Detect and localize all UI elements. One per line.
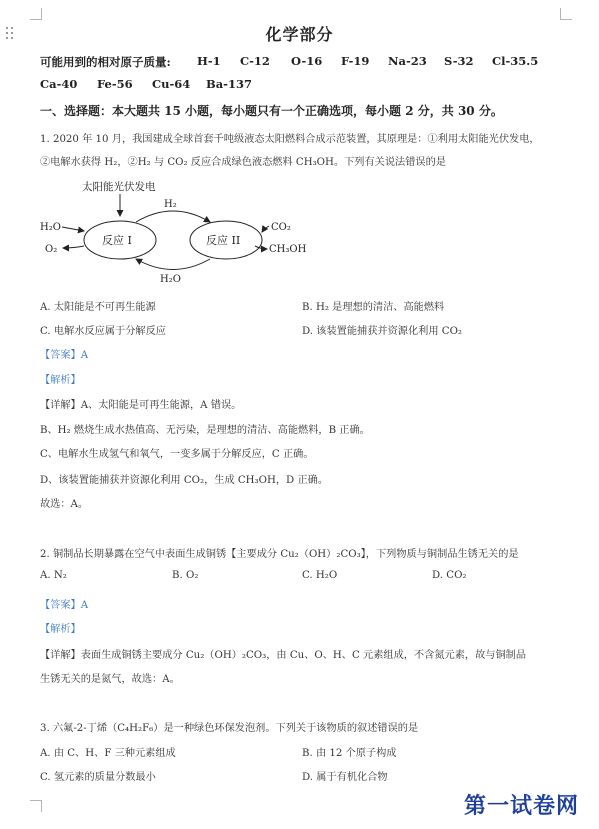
q1-detail-2: B、H₂ 燃烧生成水热值高、无污染，是理想的清洁、高能燃料，B 正确。 [40, 425, 370, 436]
h2o-in-arrow [62, 227, 84, 231]
atomic-mass-item: Ca-40 [40, 77, 78, 91]
co2-right-label: CO₂ [271, 222, 291, 233]
ch3oh-right-label: CH₃OH [269, 244, 307, 255]
co2-in-arrow [262, 226, 269, 232]
section-heading: 一、选择题：本大题共 15 小题，每小题只有一个正确选项，每小题 2 分，共 30 分。 [40, 104, 503, 118]
diagram-solar-label: 太阳能光伏发电 [82, 181, 156, 193]
q1-option-c[interactable]: C. 电解水反应属于分解反应 [40, 326, 166, 337]
q1-option-b[interactable]: B. H₂ 是理想的清洁、高能燃料 [302, 302, 445, 313]
q1-detail-4: D、该装置能捕获并资源化利用 CO₂，生成 CH₃OH，D 正确。 [40, 475, 329, 486]
atomic-mass-item: O-16 [291, 54, 323, 68]
q2-option-a[interactable]: A. N₂ [40, 570, 67, 581]
o2-left-label: O₂ [45, 244, 58, 255]
q1-analysis-tag: 【解析】 [40, 375, 81, 386]
atomic-mass-item: C-12 [240, 54, 270, 68]
q2-answer-tag: 【答案】A [40, 600, 89, 611]
reaction-1-label: 反应 I [102, 234, 132, 247]
q3-option-d[interactable]: D. 属于有机化合物 [302, 772, 388, 783]
h2-top-arrow [136, 211, 210, 222]
h2o-bottom-arrow [136, 259, 210, 270]
atomic-masses-label: 可能用到的相对原子质量: [40, 55, 171, 69]
corner-mark-top-right [560, 8, 572, 20]
q2-detail-line2: 生锈无关的是氮气，故选：A。 [40, 674, 180, 685]
atomic-mass-item: S-32 [444, 54, 474, 68]
atomic-mass-item: Ba-137 [206, 77, 252, 91]
q3-option-c[interactable]: C. 氢元素的质量分数最小 [40, 772, 156, 783]
q1-answer-tag: 【答案】A [40, 350, 89, 361]
reaction-2-label: 反应 II [206, 234, 241, 247]
corner-mark-bottom-left [30, 800, 42, 812]
q2-stem: 2. 铜制品长期暴露在空气中表面生成铜锈【主要成分 Cu₂（OH）₂CO₃】，下列物质与铜制品生锈无关的是 [40, 549, 519, 560]
q1-option-a[interactable]: A. 太阳能是不可再生能源 [40, 302, 156, 313]
atomic-mass-item: Na-23 [388, 54, 427, 68]
q2-option-c[interactable]: C. H₂O [302, 570, 338, 581]
q2-option-b[interactable]: B. O₂ [172, 570, 199, 581]
corner-mark-top-left [30, 8, 42, 20]
atomic-mass-item: Cl-35.5 [492, 54, 539, 68]
atomic-mass-item: Cu-64 [152, 77, 191, 91]
q3-stem: 3. 六氟-2-丁烯（C₄H₂F₆）是一种绿色环保发泡剂。下列关于该物质的叙述错误的是 [40, 723, 419, 734]
q3-option-a[interactable]: A. 由 C、H、F 三种元素组成 [40, 748, 176, 759]
q3-option-b[interactable]: B. 由 12 个原子构成 [302, 748, 397, 759]
h2-top-label: H₂ [164, 199, 177, 210]
q1-stem-line2: ②电解水获得 H₂，②H₂ 与 CO₂ 反应合成绿色液态燃料 CH₃OH。下列有关说法错误的是 [40, 157, 446, 168]
q2-detail-line1: 【详解】表面生成铜锈主要成分 Cu₂（OH）₂CO₃，由 Cu、O、H、C 元素组成，不含氮元素，故与铜制品 [40, 650, 527, 661]
page-title: 化学部分 [265, 25, 334, 44]
atomic-mass-item: H-1 [197, 54, 221, 68]
o2-out-arrow [63, 246, 84, 248]
h2o-bottom-label: H₂O [160, 274, 181, 285]
q1-detail-3: C、电解水生成氢气和氧气，一变多属于分解反应，C 正确。 [40, 449, 314, 460]
q1-conclusion: 故选：A。 [40, 499, 89, 510]
q2-option-d[interactable]: D. CO₂ [432, 570, 467, 581]
reaction-cycle-diagram [40, 176, 320, 290]
atomic-mass-item: F-19 [341, 54, 370, 68]
q1-detail-1: 【详解】A、太阳能是可再生能源，A 错误。 [40, 400, 242, 411]
q2-analysis-tag: 【解析】 [40, 624, 81, 635]
q1-option-d[interactable]: D. 该装置能捕获并资源化利用 CO₂ [302, 326, 462, 337]
ch3oh-out-arrow [255, 246, 267, 249]
site-watermark: 第一试卷网 [463, 794, 579, 819]
atomic-mass-item: Fe-56 [97, 77, 133, 91]
h2o-left-label: H₂O [40, 222, 61, 233]
q1-stem-line1: 1. 2020 年 10 月，我国建成全球首套千吨级液态太阳燃料合成示范装置，其原理是：①利用太阳能光伏发电， [40, 134, 540, 145]
